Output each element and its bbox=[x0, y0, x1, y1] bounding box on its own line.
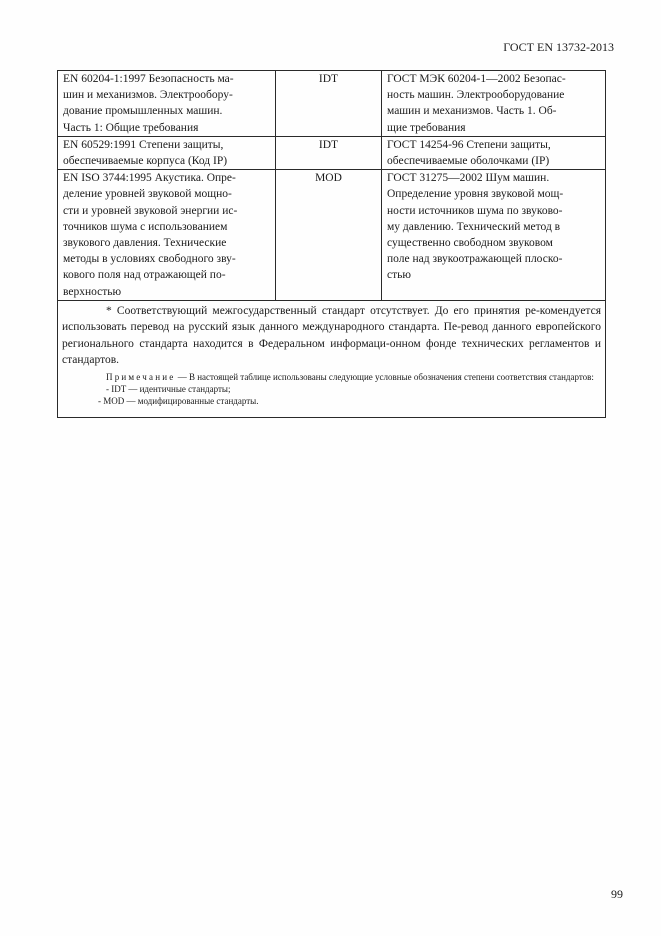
national-standard: ГОСТ 31275—2002 Шум машин. Определение уровня звуковой мощ- ности источников шума по звуково- му давлению. Технический метод в существенно свободном звуковом поле над звукоотражающей плоско- стью bbox=[387, 172, 564, 282]
document-header bbox=[503, 40, 614, 55]
table-row bbox=[58, 71, 606, 137]
reference-standard-cell bbox=[58, 136, 276, 169]
table-footnote: * Соответствующий межгосударственный стандарт отсутствует. До его принятия ре-комендуется использовать перевод на русский язык данного международного стандарта. Пе-ревод данного европейского регионального стандарта находится в Федеральном информаци-онном фонде технических регламентов и стандартов. bbox=[62, 304, 601, 367]
national-standard-cell bbox=[382, 71, 606, 137]
table-notes-row bbox=[58, 300, 606, 417]
note-item-idt: - IDT — идентичные стандарты; bbox=[106, 384, 231, 395]
degree-of-correspondence: IDT bbox=[318, 138, 339, 151]
reference-standard-cell bbox=[58, 170, 276, 301]
note-label: Примечание bbox=[106, 371, 176, 382]
national-standard: ГОСТ МЭК 60204-1—2002 Безопас- ность машин. Электрооборудование машин и механизмов. Часть 1. Об- щие требования bbox=[387, 73, 566, 134]
degree-cell bbox=[276, 136, 382, 169]
degree-of-correspondence: IDT bbox=[318, 73, 339, 85]
reference-standard: EN 60204-1:1997 Безопасность ма- шин и механизмов. Электрообору- дование промышленных машин. Часть 1: Общие требования bbox=[63, 73, 234, 134]
degree-cell bbox=[276, 170, 382, 301]
page-number: 99 bbox=[611, 887, 623, 901]
standards-table bbox=[57, 70, 606, 418]
national-standard: ГОСТ 14254-96 Степени защиты, обеспечиваемые оболочками (IP) bbox=[387, 138, 551, 168]
reference-standard-cell bbox=[58, 71, 276, 137]
note-text: — В настоящей таблице использованы следующие условные обозначения степени соответствия стандартов: bbox=[175, 371, 594, 382]
notes-cell bbox=[58, 300, 606, 417]
national-standard-cell bbox=[382, 136, 606, 169]
reference-standard: EN 60529:1991 Степени защиты, обеспечиваемые корпуса (Код IP) bbox=[63, 138, 228, 168]
table-note bbox=[62, 372, 601, 384]
reference-standard: EN ISO 3744:1995 Акустика. Опре- деление уровней звуковой мощно- сти и уровней звуковой энергии ис- точников шума с использованием звукового давления. Технические методы в условиях свободного зву- кового поля над отражающей по- верхностью bbox=[63, 172, 238, 298]
note-item-mod: - MOD — модифицированные стандарты. bbox=[98, 396, 259, 407]
table-row bbox=[58, 136, 606, 169]
table-row bbox=[58, 170, 606, 301]
degree-cell bbox=[276, 71, 382, 137]
standard-code: ГОСТ EN 13732-2013 bbox=[503, 40, 614, 54]
national-standard-cell bbox=[382, 170, 606, 301]
degree-of-correspondence: MOD bbox=[315, 172, 342, 185]
